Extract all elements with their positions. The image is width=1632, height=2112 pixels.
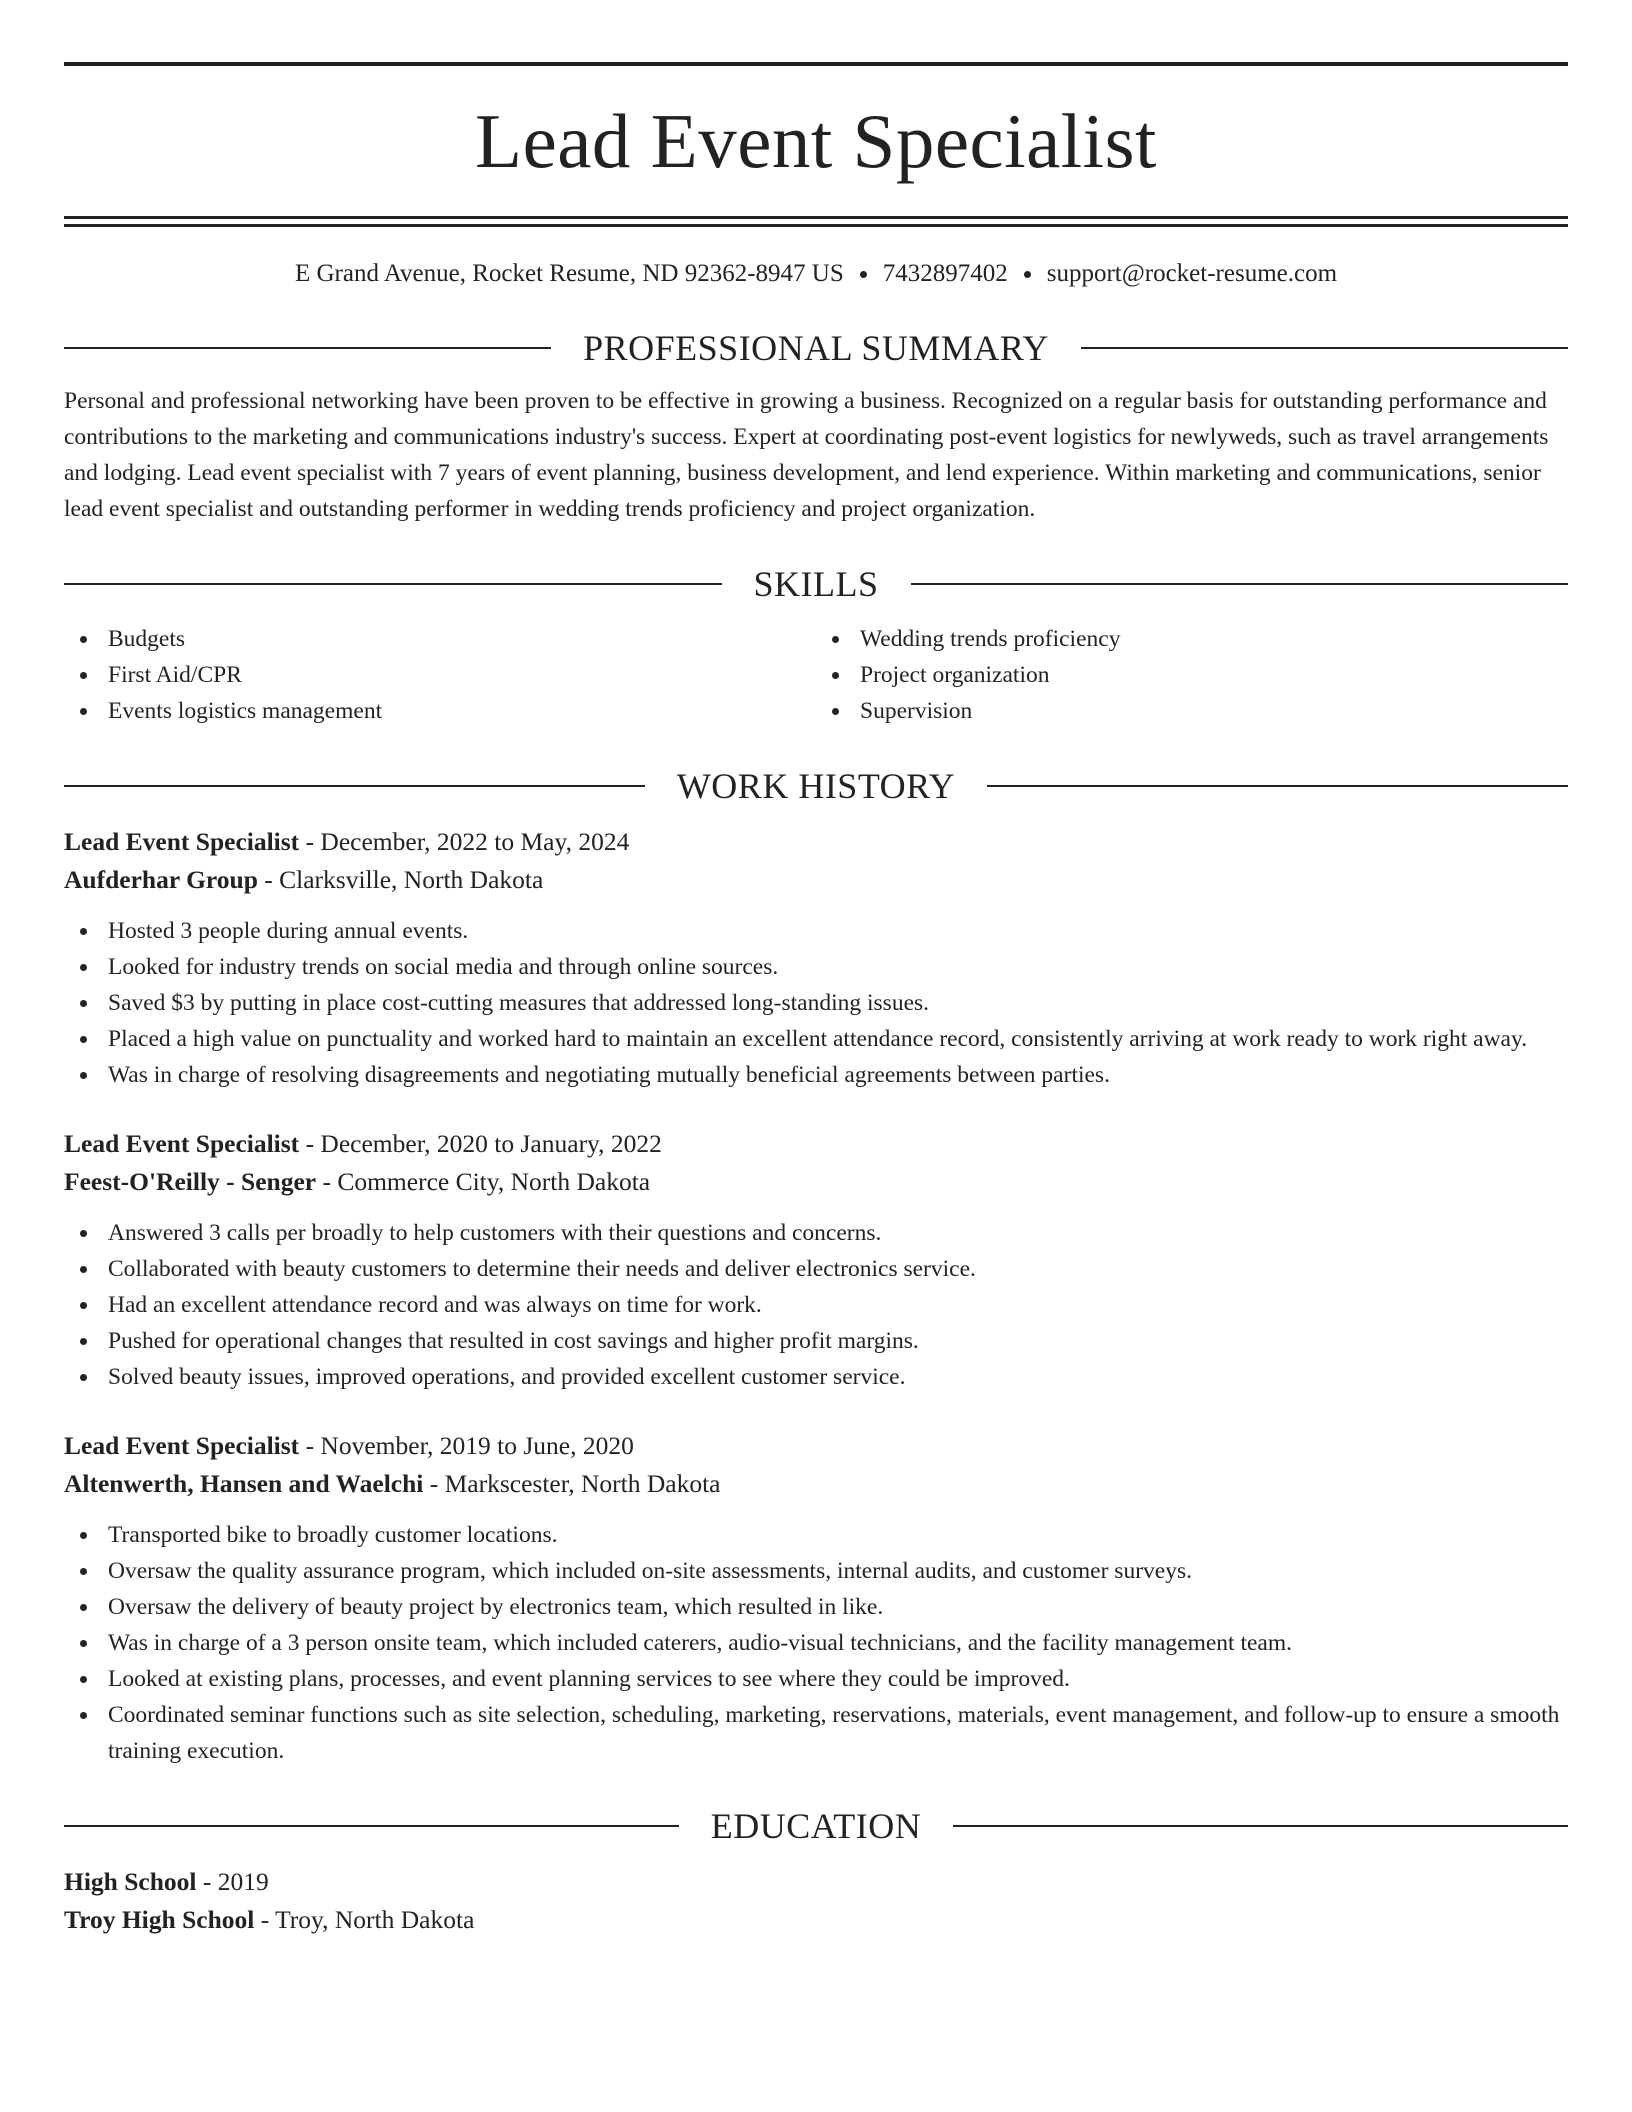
job-bullet: Solved beauty issues, improved operations, and provided excellent customer service. xyxy=(64,1359,1568,1395)
education-year: - 2019 xyxy=(196,1867,269,1896)
job-entry xyxy=(64,823,1568,1093)
job-bullet: Answered 3 calls per broadly to help customers with their questions and concerns. xyxy=(64,1215,1568,1251)
section-rule xyxy=(64,347,551,349)
job-dates: - December, 2022 to May, 2024 xyxy=(299,827,630,856)
resume-name: Lead Event Specialist xyxy=(475,98,1157,184)
job-title: Lead Event Specialist xyxy=(64,827,300,856)
job-title-line xyxy=(64,1125,1568,1163)
section-rule xyxy=(64,1825,679,1827)
section-title: EDUCATION xyxy=(710,1806,922,1846)
job-bullet: Saved $3 by putting in place cost-cutting measures that addressed long-standing issues. xyxy=(64,985,1568,1021)
contact-email[interactable]: support@rocket-resume.com xyxy=(1046,260,1338,287)
job-location: - Markscester, North Dakota xyxy=(423,1469,721,1498)
separator-dot xyxy=(860,271,867,278)
contact-line xyxy=(64,257,1568,291)
job-bullet: Looked at existing plans, processes, and event planning services to see where they could be improved. xyxy=(64,1661,1568,1697)
job-company: Aufderhar Group xyxy=(64,865,258,894)
resume-page xyxy=(64,0,1568,1939)
section-rule xyxy=(953,1825,1568,1827)
job-title-line xyxy=(64,823,1568,861)
skill-item: Supervision xyxy=(816,693,1568,729)
skills-column-right xyxy=(816,621,1568,729)
job-dates: - December, 2020 to January, 2022 xyxy=(299,1129,662,1158)
education-degree: High School xyxy=(64,1867,197,1896)
separator-dot xyxy=(1024,271,1031,278)
job-bullet: Was in charge of a 3 person onsite team, which included caterers, audio-visual technicians, and the facility management team. xyxy=(64,1625,1568,1661)
section-header-education xyxy=(64,1803,1568,1849)
job-entry xyxy=(64,1427,1568,1769)
skills-list xyxy=(64,621,1568,729)
job-bullet: Coordinated seminar functions such as site selection, scheduling, marketing, reservations, materials, event management, and follow-up to ensure a smooth training execution. xyxy=(64,1697,1568,1769)
job-bullet: Pushed for operational changes that resulted in cost savings and higher profit margins. xyxy=(64,1323,1568,1359)
contact-phone[interactable]: 7432897402 xyxy=(882,260,1008,287)
skill-item: Wedding trends proficiency xyxy=(816,621,1568,657)
double-rule xyxy=(64,216,1568,227)
education-school-line xyxy=(64,1901,1568,1939)
job-bullet: Looked for industry trends on social media and through online sources. xyxy=(64,949,1568,985)
top-rule xyxy=(64,62,1568,66)
section-title: SKILLS xyxy=(753,564,879,604)
job-bullet: Hosted 3 people during annual events. xyxy=(64,913,1568,949)
job-company-line xyxy=(64,861,1568,899)
job-title: Lead Event Specialist xyxy=(64,1129,300,1158)
job-company-line xyxy=(64,1163,1568,1201)
contact-address: E Grand Avenue, Rocket Resume, ND 92362-8947 US xyxy=(294,260,844,287)
job-title: Lead Event Specialist xyxy=(64,1431,300,1460)
skill-item: Events logistics management xyxy=(64,693,816,729)
skill-item: Budgets xyxy=(64,621,816,657)
job-location: - Commerce City, North Dakota xyxy=(316,1167,651,1196)
job-bullets xyxy=(64,1215,1568,1395)
education-degree-line xyxy=(64,1863,1568,1901)
job-bullet: Collaborated with beauty customers to determine their needs and deliver electronics service. xyxy=(64,1251,1568,1287)
section-rule xyxy=(64,583,722,585)
job-bullets xyxy=(64,1517,1568,1769)
job-bullets xyxy=(64,913,1568,1093)
section-rule xyxy=(911,583,1569,585)
job-bullet: Transported bike to broadly customer locations. xyxy=(64,1517,1568,1553)
skills-column-left xyxy=(64,621,816,729)
job-bullet: Oversaw the quality assurance program, which included on-site assessments, internal audits, and customer surveys. xyxy=(64,1553,1568,1589)
job-bullet: Placed a high value on punctuality and worked hard to maintain an excellent attendance record, consistently arriving at work ready to work right away. xyxy=(64,1021,1568,1057)
section-header-summary xyxy=(64,325,1568,371)
skill-item: Project organization xyxy=(816,657,1568,693)
job-company-line xyxy=(64,1465,1568,1503)
education-entry xyxy=(64,1863,1568,1939)
section-header-skills xyxy=(64,561,1568,607)
job-dates: - November, 2019 to June, 2020 xyxy=(299,1431,634,1460)
education-location: - Troy, North Dakota xyxy=(254,1905,475,1934)
section-title: PROFESSIONAL SUMMARY xyxy=(583,328,1049,368)
job-company: Feest-O'Reilly - Senger xyxy=(64,1167,317,1196)
section-rule xyxy=(1081,347,1568,349)
job-title-line xyxy=(64,1427,1568,1465)
job-location: - Clarksville, North Dakota xyxy=(257,865,544,894)
skill-item: First Aid/CPR xyxy=(64,657,816,693)
summary-text: Personal and professional networking have been proven to be effective in growing a business. Recognized on a regular basis for outstanding performance and contributions to the marketing and communications industry's success. Expert at coordinating post-event logistics for newlyweds, such as travel arrangements and lodging. Lead event specialist with 7 years of event planning, business development, and lend experience. Within marketing and communications, senior lead event specialist and outstanding performer in wedding trends proficiency and project organization. xyxy=(64,388,1549,522)
job-bullet: Was in charge of resolving disagreements and negotiating mutually beneficial agreements between parties. xyxy=(64,1057,1568,1093)
job-bullet: Oversaw the delivery of beauty project by electronics team, which resulted in like. xyxy=(64,1589,1568,1625)
job-bullet: Had an excellent attendance record and was always on time for work. xyxy=(64,1287,1568,1323)
section-rule xyxy=(987,785,1568,787)
section-header-work xyxy=(64,763,1568,809)
section-rule xyxy=(64,785,645,787)
job-entry xyxy=(64,1125,1568,1395)
section-title: WORK HISTORY xyxy=(676,766,956,806)
job-company: Altenwerth, Hansen and Waelchi xyxy=(64,1469,424,1498)
education-school: Troy High School xyxy=(64,1905,255,1934)
